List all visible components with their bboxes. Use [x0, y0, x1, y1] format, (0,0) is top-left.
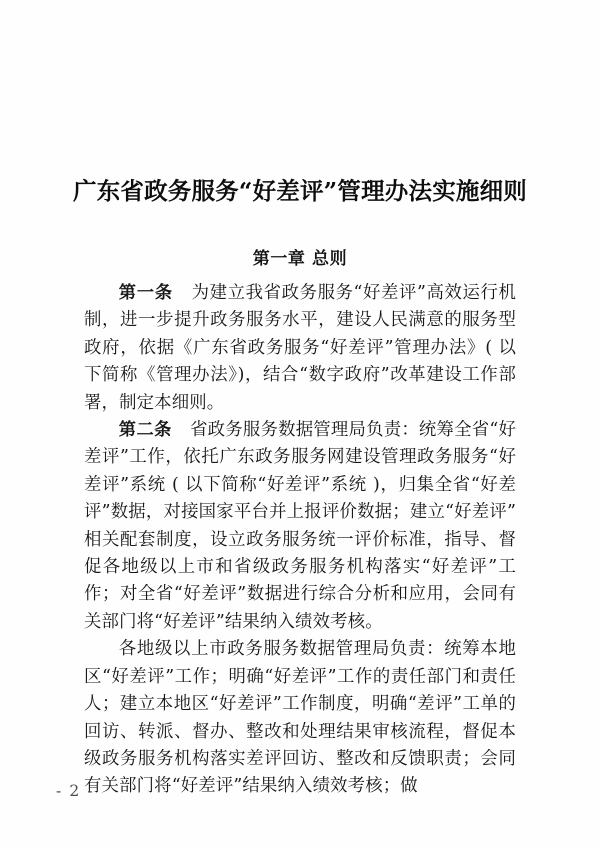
- paragraph-body: 各地级以上市政务服务数据管理局负责：统筹本地区“好差评”工作；明确“好差评”工作的责任部门和责任人；建立本地区“好差评”工作制度，明确“差评”工单的回访、转派、督办、整改和处理结果审核流程，督促本级政务服务机构落实差评回访、整改和反馈职责；会同有关部门将“好差评”结果纳入绩效考核；做: [84, 639, 516, 797]
- chapter-heading: 第一章 总则: [252, 249, 348, 269]
- article-body: 为建立我省政务服务“好差评”高效运行机制，进一步提升政务服务水平，建设人民满意的服务型政府，依据《广东省政务服务“好差评”管理办法》( 以下简称《管理办法》)，结合“数字政府”改革建设工作部署，制定本细则。: [84, 283, 517, 413]
- page-title: 广东省政务服务“好差评”管理办法实施细则: [72, 177, 528, 205]
- body-text-block: [84, 280, 516, 801]
- article-label: 第二条: [118, 420, 172, 441]
- body-paragraph: [84, 636, 516, 800]
- page-number: - 2 -: [56, 782, 95, 800]
- article-body: 省政务服务数据管理局负责：统筹全省“好差评”工作，依托广东政务服务网建设管理政务服务“好差评”系统 ( 以下简称“好差评”系统 )，归集全省“好差评”数据，对接国家平台并上报评价数据；建立“好差评”相关配套制度，设立政务服务统一评价标准，指导、督促各地级以上市和省级政务服务机构落实“好差评”工作；对全省“好差评”数据进行综合分析和应用，会同有关部门将“好差评”结果纳入绩效考核。: [84, 420, 516, 632]
- article-label: 第一条: [118, 283, 173, 303]
- article-paragraph: [84, 280, 516, 417]
- article-paragraph: [84, 417, 516, 636]
